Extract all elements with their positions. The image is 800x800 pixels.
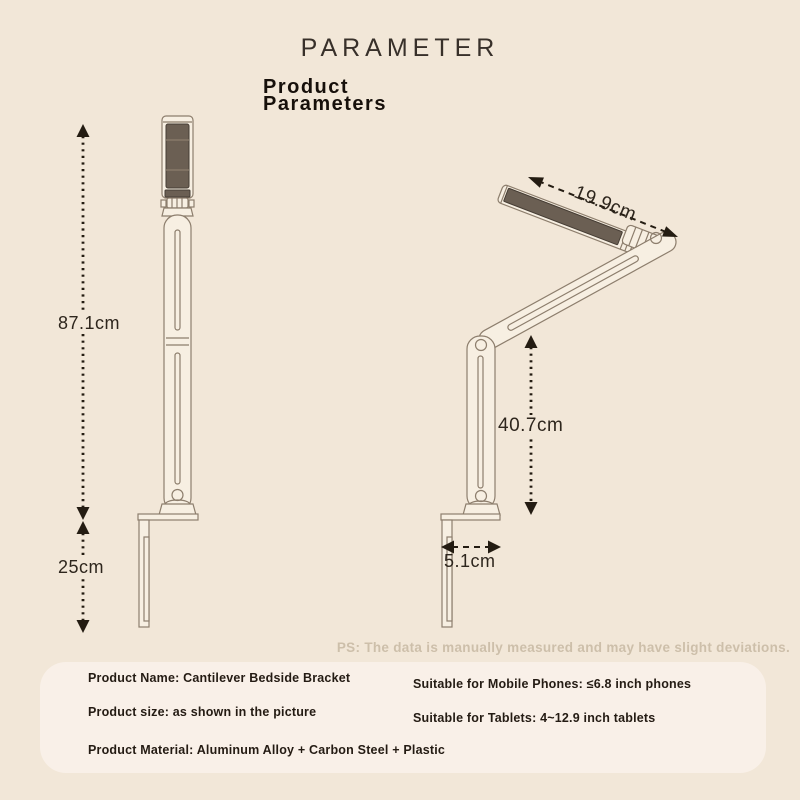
spec-product-material: Product Material: Aluminum Alloy + Carbon Steel + Plastic xyxy=(88,743,446,757)
spec-tablet-support: Suitable for Tablets: 4~12.9 inch tablets xyxy=(413,711,656,725)
bracket-extended-illustration xyxy=(138,116,198,627)
clamp-height-label: 25cm xyxy=(58,557,105,577)
section-heading: Product Parameters xyxy=(263,76,387,115)
folded-height-label: 40.7cm xyxy=(498,415,564,436)
arm-length-label: 19.9cm xyxy=(570,181,640,226)
spec-product-size: Product size: as shown in the picture xyxy=(88,705,317,719)
clamp-depth-label: 5.1cm xyxy=(444,551,496,571)
spec-phone-support: Suitable for Mobile Phones: ≤6.8 inch phones xyxy=(413,677,692,691)
measurement-disclaimer: PS: The data is manually measured and may have slight deviations. xyxy=(336,640,790,655)
total-height-label: 87.1cm xyxy=(58,313,121,333)
page-title: PARAMETER xyxy=(300,34,500,62)
spec-product-name: Product Name: Cantilever Bedside Bracket xyxy=(88,671,351,685)
